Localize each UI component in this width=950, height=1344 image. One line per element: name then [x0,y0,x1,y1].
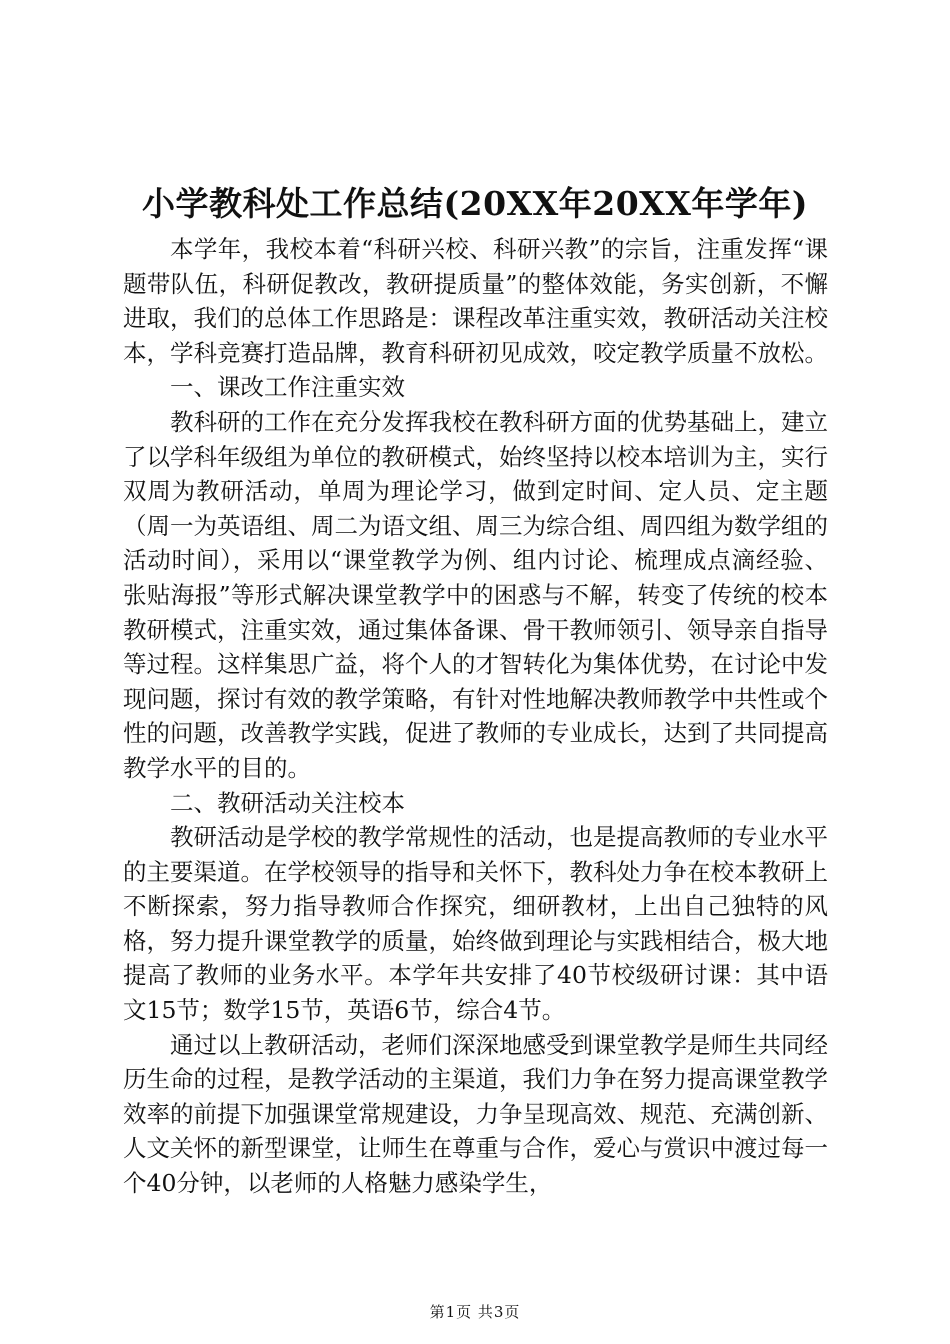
paragraph-section-2-continued: 通过以上教研活动，老师们深深地感受到课堂教学是师生共同经历生命的过程，是教学活动的主渠道，我们力争在努力提高课堂教学效率的前提下加强课堂常规建设，力争呈现高效、规范、充满创新、人文关怀的新型课堂，让师生在尊重与合作，爱心与赏识中渡过每一个40分钟，以老师的人格魅力感染学生， [123,1030,828,1198]
section-heading-2: 二、教研活动关注校本 [170,788,405,817]
section-heading-1: 一、课改工作注重实效 [170,373,405,402]
page-footer: 第1页 共3页 [429,1303,521,1321]
document-body [123,232,828,1201]
paragraph-section-2: 教研活动是学校的教学常规性的活动，也是提高教师的专业水平的主要渠道。在学校领导的指导和关怀下，教科处力争在校本教研上不断探索，努力指导教师合作探究，细研教材，上出自己独特的风格，努力提升课堂教学的质量，始终做到理论与实践相结合，极大地提高了教师的业务水平。本学年共安排了40节校级研讨课：其中语文15节；数学15节，英语6节，综合4节。 [123,823,828,1025]
paragraph-intro: 本学年，我校本着“科研兴校、科研兴教”的宗旨，注重发挥“课题带队伍，科研促教改，教研提质量”的整体效能，务实创新，不懈进取，我们的总体工作思路是：课程改革注重实效，教研活动关注校本，学科竞赛打造品牌，教育科研初见成效，咬定教学质量不放松。 [123,235,828,367]
document-title: 小学教科处工作总结(20XX年20XX年学年) [142,184,808,223]
paragraph-section-1: 教科研的工作在充分发挥我校在教科研方面的优势基础上，建立了以学科年级组为单位的教研模式，始终坚持以校本培训为主，实行双周为教研活动，单周为理论学习，做到定时间、定人员、定主题（周一为英语组、周二为语文组、周三为综合组、周四组为数学组的活动时间），采用以“课堂教学为例、组内讨论、梳理成点滴经验、张贴海报”等形式解决课堂教学中的困惑与不解，转变了传统的校本教研模式，注重实效，通过集体备课、骨干教师领引、领导亲自指导等过程。这样集思广益，将个人的才智转化为集体优势，在讨论中发现问题，探讨有效的教学策略，有针对性地解决教师教学中共性或个性的问题，改善教学实践，促进了教师的专业成长，达到了共同提高教学水平的目的。 [123,407,828,782]
